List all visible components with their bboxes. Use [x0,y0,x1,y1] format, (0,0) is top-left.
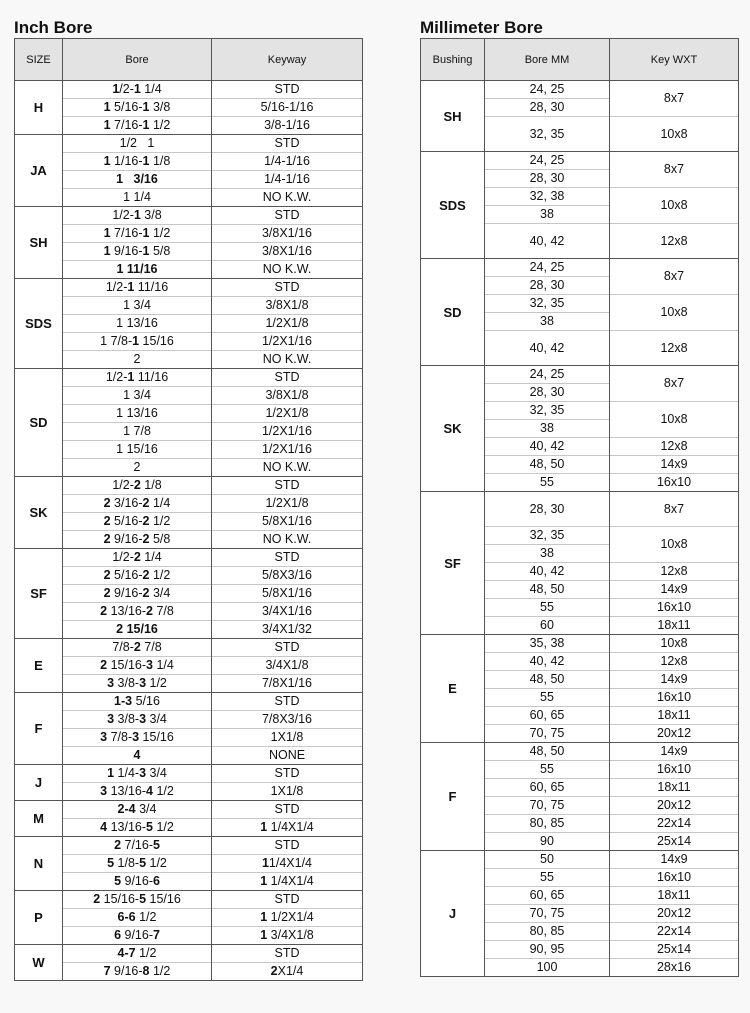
bore-mm-cell: 28, 30 [485,170,610,188]
bore-mm-cell: 24, 25 [485,259,610,277]
bore-cell: 1 5/16-1 3/8 [63,99,212,117]
keyway-cell: STD [212,207,363,225]
table-row [15,81,363,99]
keyway-cell: STD [212,765,363,783]
bore-cell: 1-3 5/16 [63,693,212,711]
bore-mm-cell: 48, 50 [485,671,610,689]
key-wxt-cell: 12x8 [610,331,739,366]
table-row [15,639,363,657]
table-row [15,675,363,693]
keyway-cell: 1/2X1/8 [212,495,363,513]
bore-cell: 1 13/16 [63,315,212,333]
bore-cell: 4 13/16-5 1/2 [63,819,212,837]
keyway-cell: STD [212,135,363,153]
bore-cell: 1 13/16 [63,405,212,423]
bore-cell: 1 15/16 [63,441,212,459]
table-row [15,477,363,495]
key-wxt-cell: 16x10 [610,474,739,492]
bore-mm-cell: 40, 42 [485,563,610,581]
key-wxt-cell: 10x8 [610,117,739,152]
bore-mm-cell: 55 [485,474,610,492]
keyway-cell: 3/8X1/16 [212,243,363,261]
keyway-cell: STD [212,945,363,963]
table-row [15,405,363,423]
keyway-cell: 1/2X1/16 [212,441,363,459]
bore-mm-cell: 55 [485,689,610,707]
keyway-cell: 3/8-1/16 [212,117,363,135]
bushing-cell: E [421,635,485,743]
bore-cell: 1/2-1 11/16 [63,369,212,387]
table-row [15,117,363,135]
keyway-cell: 1 1/4X1/4 [212,873,363,891]
size-cell: N [15,837,63,891]
keyway-cell: 3/8X1/8 [212,387,363,405]
key-wxt-cell: 10x8 [610,402,739,438]
table-row [421,259,739,277]
bore-mm-cell: 90 [485,833,610,851]
bore-mm-cell: 32, 35 [485,527,610,545]
key-wxt-cell: 14x9 [610,851,739,869]
bore-cell: 2 [63,351,212,369]
key-wxt-cell: 12x8 [610,653,739,671]
key-wxt-cell: 14x9 [610,743,739,761]
keyway-cell: 3/8X1/16 [212,225,363,243]
key-wxt-cell: 8x7 [610,259,739,295]
table-row [15,801,363,819]
bore-mm-cell: 38 [485,420,610,438]
bore-mm-cell: 48, 50 [485,743,610,761]
bore-cell: 1/2-2 1/8 [63,477,212,495]
table-row [15,189,363,207]
size-cell: SF [15,549,63,639]
table-row [421,851,739,869]
bore-cell: 1 7/16-1 1/2 [63,225,212,243]
key-wxt-cell: 18x11 [610,707,739,725]
keyway-cell: 3/4X1/32 [212,621,363,639]
bore-cell: 2-4 3/4 [63,801,212,819]
bore-cell: 1 3/4 [63,387,212,405]
bore-cell: 3 3/8-3 1/2 [63,675,212,693]
bore-mm-cell: 80, 85 [485,815,610,833]
keyway-cell: 3/4X1/8 [212,657,363,675]
table-row [15,513,363,531]
size-cell: W [15,945,63,981]
bore-cell: 5 9/16-6 [63,873,212,891]
bore-cell: 6-6 1/2 [63,909,212,927]
keyway-header: Keyway [212,39,363,81]
table-row [15,909,363,927]
keyway-cell: 2X1/4 [212,963,363,981]
bore-mm-cell: 90, 95 [485,941,610,959]
keyway-cell: NO K.W. [212,261,363,279]
key-wxt-cell: 10x8 [610,527,739,563]
key-wxt-cell: 20x12 [610,905,739,923]
keyway-cell: NO K.W. [212,459,363,477]
key-wxt-cell: 12x8 [610,438,739,456]
table-row [15,747,363,765]
key-wxt-cell: 18x11 [610,779,739,797]
keyway-cell: STD [212,639,363,657]
bore-mm-cell: 55 [485,599,610,617]
key-wxt-cell: 25x14 [610,833,739,851]
key-wxt-cell: 16x10 [610,599,739,617]
bore-mm-cell: 40, 42 [485,224,610,259]
bore-cell: 1 7/16-1 1/2 [63,117,212,135]
bore-mm-cell: 28, 30 [485,492,610,527]
bore-mm-cell: 100 [485,959,610,977]
millimeter-bore-title: Millimeter Bore [420,18,543,37]
table-row [15,207,363,225]
table-row [15,783,363,801]
keyway-cell: NONE [212,747,363,765]
bore-cell: 2 [63,459,212,477]
keyway-cell: 5/16-1/16 [212,99,363,117]
bore-mm-cell: 50 [485,851,610,869]
millimeter-bore-panel [420,0,738,977]
table-row [15,891,363,909]
keyway-cell: 5/8X1/16 [212,513,363,531]
table-row [15,297,363,315]
size-cell: SD [15,369,63,477]
bore-cell: 2 9/16-2 3/4 [63,585,212,603]
bushing-cell: SK [421,366,485,492]
table-row [15,441,363,459]
keyway-cell: 1/2X1/8 [212,405,363,423]
bore-mm-cell: 32, 38 [485,188,610,206]
bore-mm-cell: 55 [485,869,610,887]
table-row [15,819,363,837]
key-wxt-cell: 16x10 [610,761,739,779]
bore-mm-cell: 70, 75 [485,797,610,815]
keyway-cell: 1/2X1/16 [212,333,363,351]
bore-mm-cell: 32, 35 [485,402,610,420]
keyway-cell: 11/4X1/4 [212,855,363,873]
bore-cell: 1 11/16 [63,261,212,279]
bore-mm-cell: 80, 85 [485,923,610,941]
size-cell: H [15,81,63,135]
keyway-cell: STD [212,801,363,819]
table-row [15,603,363,621]
bore-cell: 1/2 1 [63,135,212,153]
table-row [15,423,363,441]
keyway-cell: 1/4-1/16 [212,153,363,171]
bore-cell: 6 9/16-7 [63,927,212,945]
bore-mm-header: Bore MM [485,39,610,81]
bore-cell: 1 7/8 [63,423,212,441]
table-row [15,855,363,873]
keyway-cell: STD [212,477,363,495]
keyway-cell: 5/8X1/16 [212,585,363,603]
bore-mm-cell: 60, 65 [485,707,610,725]
keyway-cell: STD [212,837,363,855]
keyway-cell: NO K.W. [212,189,363,207]
bore-cell: 4 [63,747,212,765]
key-wxt-cell: 16x10 [610,689,739,707]
key-wxt-cell: 14x9 [610,581,739,599]
key-wxt-cell: 8x7 [610,366,739,402]
bore-cell: 2 3/16-2 1/4 [63,495,212,513]
table-row [15,567,363,585]
bore-mm-cell: 32, 35 [485,295,610,313]
table-row [15,369,363,387]
table-row [421,635,739,653]
keyway-cell: 1X1/8 [212,783,363,801]
bore-mm-cell: 40, 42 [485,653,610,671]
keyway-cell: 1/4-1/16 [212,171,363,189]
table-row [15,657,363,675]
table-row [421,743,739,761]
bore-cell: 1 3/16 [63,171,212,189]
key-wxt-cell: 20x12 [610,725,739,743]
keyway-cell: STD [212,693,363,711]
table-row [15,693,363,711]
keyway-cell: 7/8X1/16 [212,675,363,693]
size-cell: JA [15,135,63,207]
size-cell: J [15,765,63,801]
key-wxt-cell: 16x10 [610,869,739,887]
size-cell: SDS [15,279,63,369]
table-row [15,837,363,855]
bore-cell: 1 9/16-1 5/8 [63,243,212,261]
bore-cell: 2 7/16-5 [63,837,212,855]
bore-mm-cell: 60 [485,617,610,635]
bore-cell: 3 13/16-4 1/2 [63,783,212,801]
keyway-cell: 1/2X1/16 [212,423,363,441]
bore-cell: 3 7/8-3 15/16 [63,729,212,747]
bore-header: Bore [63,39,212,81]
bore-cell: 7 9/16-8 1/2 [63,963,212,981]
bore-mm-cell: 40, 42 [485,331,610,366]
bore-mm-cell: 48, 50 [485,456,610,474]
table-row [421,81,739,99]
bore-cell: 1 3/4 [63,297,212,315]
keyway-cell: 3/4X1/16 [212,603,363,621]
bore-mm-cell: 32, 35 [485,117,610,152]
key-wxt-cell: 8x7 [610,492,739,527]
table-row [15,171,363,189]
key-wxt-cell: 18x11 [610,617,739,635]
key-wxt-cell: 22x14 [610,923,739,941]
table-row [15,99,363,117]
bushing-cell: F [421,743,485,851]
bore-cell: 3 3/8-3 3/4 [63,711,212,729]
size-cell: M [15,801,63,837]
table-row [15,765,363,783]
size-cell: F [15,693,63,765]
bore-mm-cell: 38 [485,545,610,563]
bore-mm-cell: 28, 30 [485,99,610,117]
inch-bore-title: Inch Bore [14,18,93,37]
bore-mm-cell: 70, 75 [485,725,610,743]
table-row [15,351,363,369]
table-row [15,495,363,513]
bore-cell: 1/2-1 11/16 [63,279,212,297]
bore-mm-cell: 28, 30 [485,384,610,402]
key-wxt-header: Key WXT [610,39,739,81]
keyway-cell: 1X1/8 [212,729,363,747]
bore-mm-cell: 38 [485,206,610,224]
table-row [15,261,363,279]
keyway-cell: STD [212,369,363,387]
key-wxt-cell: 20x12 [610,797,739,815]
table-row [15,963,363,981]
key-wxt-cell: 14x9 [610,671,739,689]
key-wxt-cell: 25x14 [610,941,739,959]
keyway-cell: 1 1/2X1/4 [212,909,363,927]
table-row [15,225,363,243]
bore-cell: 4-7 1/2 [63,945,212,963]
table-row [15,315,363,333]
key-wxt-cell: 28x16 [610,959,739,977]
key-wxt-cell: 12x8 [610,563,739,581]
key-wxt-cell: 8x7 [610,152,739,188]
bore-mm-cell: 28, 30 [485,277,610,295]
bore-cell: 1 1/16-1 1/8 [63,153,212,171]
key-wxt-cell: 10x8 [610,188,739,224]
table-row [421,366,739,384]
bore-cell: 2 5/16-2 1/2 [63,513,212,531]
table-row [15,729,363,747]
size-cell: P [15,891,63,945]
size-cell: SH [15,207,63,279]
bore-cell: 1/2-1 1/4 [63,81,212,99]
key-wxt-cell: 12x8 [610,224,739,259]
table-row [15,387,363,405]
table-row [15,927,363,945]
bore-cell: 2 9/16-2 5/8 [63,531,212,549]
table-row [15,135,363,153]
keyway-cell: NO K.W. [212,531,363,549]
table-row [15,531,363,549]
bore-cell: 5 1/8-5 1/2 [63,855,212,873]
bore-cell: 1 1/4-3 3/4 [63,765,212,783]
bore-cell: 2 13/16-2 7/8 [63,603,212,621]
table-row [15,549,363,567]
table-row [421,492,739,527]
bore-cell: 1/2-1 3/8 [63,207,212,225]
bore-cell: 2 15/16-5 15/16 [63,891,212,909]
keyway-cell: 1 3/4X1/8 [212,927,363,945]
bushing-cell: J [421,851,485,977]
keyway-cell: 7/8X3/16 [212,711,363,729]
keyway-cell: STD [212,81,363,99]
bore-cell: 1/2-2 1/4 [63,549,212,567]
key-wxt-cell: 10x8 [610,635,739,653]
bushing-cell: SF [421,492,485,635]
bore-cell: 7/8-2 7/8 [63,639,212,657]
inch-bore-panel [14,0,362,981]
table-row [15,243,363,261]
keyway-cell: 3/8X1/8 [212,297,363,315]
bushing-cell: SD [421,259,485,366]
table-row [15,621,363,639]
keyway-cell: STD [212,279,363,297]
bore-cell: 1 1/4 [63,189,212,207]
table-row [15,459,363,477]
key-wxt-cell: 14x9 [610,456,739,474]
table-row [15,333,363,351]
table-row [15,153,363,171]
key-wxt-cell: 10x8 [610,295,739,331]
bore-mm-cell: 60, 65 [485,887,610,905]
keyway-cell: 1 1/4X1/4 [212,819,363,837]
bore-cell: 2 15/16-3 1/4 [63,657,212,675]
keyway-cell: STD [212,891,363,909]
bore-mm-cell: 24, 25 [485,81,610,99]
millimeter-bore-table [420,38,739,977]
keyway-cell: STD [212,549,363,567]
bushing-cell: SDS [421,152,485,259]
bore-mm-cell: 48, 50 [485,581,610,599]
bore-cell: 2 15/16 [63,621,212,639]
bore-cell: 2 5/16-2 1/2 [63,567,212,585]
bore-mm-cell: 38 [485,313,610,331]
table-row [421,152,739,170]
size-cell: E [15,639,63,693]
keyway-cell: NO K.W. [212,351,363,369]
bore-cell: 1 7/8-1 15/16 [63,333,212,351]
table-row [15,873,363,891]
table-row [15,279,363,297]
key-wxt-cell: 22x14 [610,815,739,833]
table-row [15,585,363,603]
table-row [15,711,363,729]
size-cell: SK [15,477,63,549]
keyway-cell: 1/2X1/8 [212,315,363,333]
table-row [15,945,363,963]
key-wxt-cell: 18x11 [610,887,739,905]
bore-mm-cell: 55 [485,761,610,779]
inch-bore-table [14,38,363,981]
size-header: SIZE [15,39,63,81]
key-wxt-cell: 8x7 [610,81,739,117]
bushing-header: Bushing [421,39,485,81]
bushing-cell: SH [421,81,485,152]
bore-mm-cell: 35, 38 [485,635,610,653]
bore-mm-cell: 70, 75 [485,905,610,923]
bore-mm-cell: 24, 25 [485,366,610,384]
bore-mm-cell: 60, 65 [485,779,610,797]
bore-mm-cell: 24, 25 [485,152,610,170]
bore-mm-cell: 40, 42 [485,438,610,456]
keyway-cell: 5/8X3/16 [212,567,363,585]
